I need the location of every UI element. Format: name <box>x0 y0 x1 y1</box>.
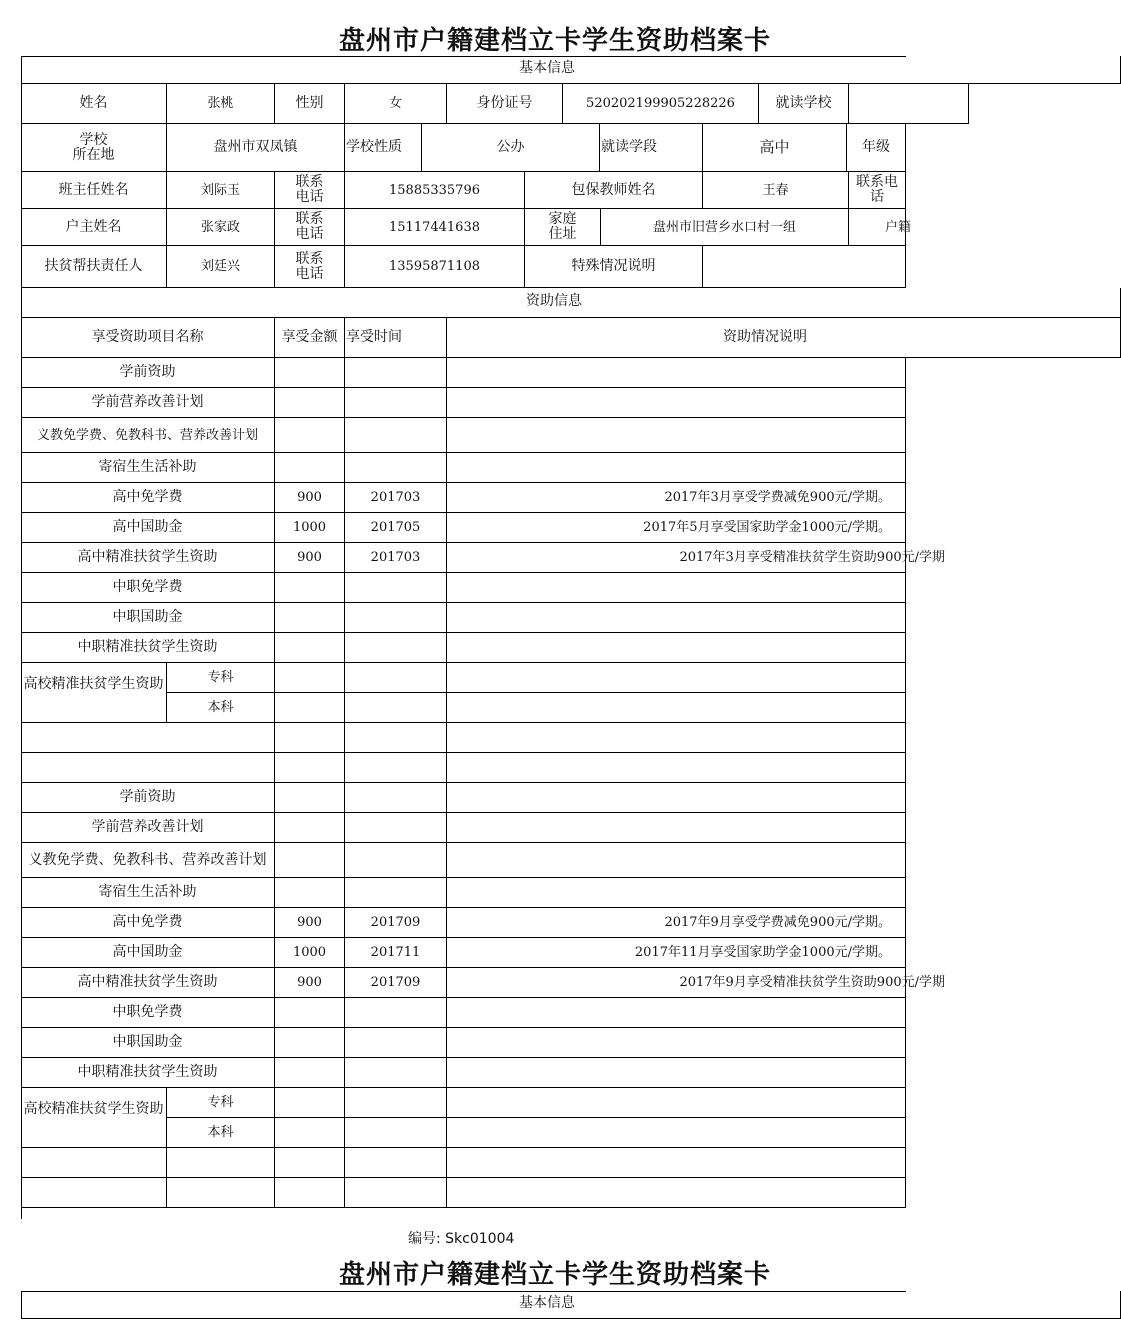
teacher-phone-value[interactable]: 15885335796 <box>345 172 525 209</box>
aid-description[interactable] <box>447 663 906 693</box>
aid-amount[interactable] <box>275 1118 345 1148</box>
aid-time[interactable] <box>345 998 447 1028</box>
aid-description[interactable] <box>447 358 906 388</box>
aid-description[interactable] <box>447 1118 906 1148</box>
special-label: 特殊情况说明 <box>525 246 703 288</box>
aid-time[interactable]: 201709 <box>345 968 447 998</box>
aid-description-text: 2017年3月享受精准扶贫学生资助900元/学期 <box>679 550 945 565</box>
aid-time[interactable]: 201711 <box>345 938 447 968</box>
aid-time[interactable] <box>345 603 447 633</box>
aid-description-text: 2017年9月享受学费减免900元/学期。 <box>664 915 891 930</box>
aid-header-amount: 享受金额 <box>275 318 345 358</box>
aid-amount[interactable] <box>275 418 345 453</box>
card-title: 盘州市户籍建档立卡学生资助档案卡 <box>338 26 771 56</box>
guarantor-phone-label: 联系电 话 <box>849 172 906 209</box>
aid-project-name: 高中国助金 <box>21 938 275 968</box>
address-value[interactable]: 盘州市旧营乡水口村一组 <box>601 209 849 246</box>
blank-row-cell <box>21 1178 167 1208</box>
college-aid-label: 高校精准扶贫学生资助 <box>21 663 167 723</box>
aid-description[interactable] <box>447 418 906 453</box>
college-aid-zhuanke: 专科 <box>167 1088 275 1118</box>
school-value[interactable] <box>849 84 969 124</box>
aid-header-desc: 资助情况说明 <box>447 318 1121 358</box>
aid-time[interactable] <box>345 453 447 483</box>
aid-project-name: 义教免学费、免教科书、营养改善计划 <box>21 418 275 453</box>
aid-time[interactable] <box>345 418 447 453</box>
aid-project-name: 义教免学费、免教科书、营养改善计划 <box>21 843 275 878</box>
aid-description[interactable] <box>447 843 906 878</box>
aid-time[interactable] <box>345 358 447 388</box>
blank-row-cell <box>345 1178 447 1208</box>
aid-description[interactable] <box>447 1058 906 1088</box>
aid-description-text: 2017年3月享受学费减免900元/学期。 <box>664 490 891 505</box>
nature-label: 学校性质 <box>345 124 422 172</box>
blank-row-cell <box>447 1148 906 1178</box>
aid-description[interactable] <box>447 938 906 968</box>
aid-amount[interactable] <box>275 878 345 908</box>
basic-info-section-header: 基本信息 <box>21 56 1121 84</box>
teacher-label: 班主任姓名 <box>21 172 167 209</box>
blank-row-cell <box>21 753 275 783</box>
aid-description[interactable] <box>447 633 906 663</box>
aid-amount[interactable] <box>275 388 345 418</box>
aid-description[interactable] <box>447 388 906 418</box>
id-label: 身份证号 <box>447 84 563 124</box>
aid-time[interactable] <box>345 1118 447 1148</box>
name-label: 姓名 <box>21 84 167 124</box>
gender-value[interactable]: 女 <box>345 84 447 124</box>
aid-time[interactable] <box>345 783 447 813</box>
aid-amount[interactable] <box>275 783 345 813</box>
blank-row-cell <box>275 1148 345 1178</box>
guarantor-value[interactable]: 王春 <box>703 172 849 209</box>
blank-row-cell <box>345 753 447 783</box>
aid-amount[interactable] <box>275 1028 345 1058</box>
blank-row-cell <box>345 1148 447 1178</box>
serial-number: 编号: Skc01004 <box>408 1231 515 1247</box>
aid-project-name: 高中免学费 <box>21 483 275 513</box>
aid-project-name: 中职精准扶贫学生资助 <box>21 633 275 663</box>
aid-project-name: 学前营养改善计划 <box>21 388 275 418</box>
guarantor-label: 包保教师姓名 <box>525 172 703 209</box>
college-aid-benke: 本科 <box>167 1118 275 1148</box>
aid-time[interactable] <box>345 813 447 843</box>
blank-row-cell <box>345 723 447 753</box>
aid-amount[interactable] <box>275 998 345 1028</box>
aid-description[interactable] <box>447 1028 906 1058</box>
aid-project-name: 学前营养改善计划 <box>21 813 275 843</box>
aid-project-name: 学前资助 <box>21 358 275 388</box>
aid-project-name: 高中精准扶贫学生资助 <box>21 543 275 573</box>
aid-description[interactable] <box>447 813 906 843</box>
aid-description-text: 2017年9月享受精准扶贫学生资助900元/学期 <box>679 975 945 990</box>
aid-description[interactable] <box>447 693 906 723</box>
aid-project-name: 高中国助金 <box>21 513 275 543</box>
householder-value[interactable]: 张家政 <box>167 209 275 246</box>
stage-value[interactable]: 高中 <box>703 124 847 172</box>
blank-row-cell <box>167 1148 275 1178</box>
aid-amount[interactable]: 900 <box>275 968 345 998</box>
aid-time[interactable]: 201709 <box>345 908 447 938</box>
blank-row-cell <box>275 723 345 753</box>
aid-project-name: 学前资助 <box>21 783 275 813</box>
aid-description[interactable] <box>447 453 906 483</box>
aid-description[interactable] <box>447 998 906 1028</box>
aid-description-text: 2017年11月享受国家助学金1000元/学期。 <box>634 945 891 960</box>
college-aid-label: 高校精准扶贫学生资助 <box>21 1088 167 1148</box>
aid-amount[interactable]: 1000 <box>275 513 345 543</box>
aid-project-name: 中职国助金 <box>21 603 275 633</box>
aid-project-name: 寄宿生生活补助 <box>21 878 275 908</box>
aid-time[interactable] <box>345 693 447 723</box>
aid-project-name: 高中免学费 <box>21 908 275 938</box>
special-value[interactable] <box>703 246 906 288</box>
aid-project-name: 中职国助金 <box>21 1028 275 1058</box>
aid-amount[interactable]: 900 <box>275 543 345 573</box>
responsible-phone-value[interactable]: 13595871108 <box>345 246 525 288</box>
aid-time[interactable] <box>345 633 447 663</box>
address-label: 家庭 住址 <box>525 209 601 246</box>
blank-row-cell <box>167 1178 275 1208</box>
aid-time[interactable]: 201705 <box>345 513 447 543</box>
aid-project-name: 中职精准扶贫学生资助 <box>21 1058 275 1088</box>
aid-project-name: 中职免学费 <box>21 998 275 1028</box>
responsible-phone-label: 联系 电话 <box>275 246 345 288</box>
aid-amount[interactable]: 900 <box>275 483 345 513</box>
aid-description[interactable] <box>447 908 906 938</box>
aid-amount[interactable] <box>275 663 345 693</box>
aid-amount[interactable] <box>275 1088 345 1118</box>
aid-time[interactable] <box>345 388 447 418</box>
aid-time[interactable]: 201703 <box>345 543 447 573</box>
archive-card-sheet <box>21 56 945 1219</box>
aid-amount[interactable] <box>275 453 345 483</box>
responsible-label: 扶贫帮扶责任人 <box>21 246 167 288</box>
name-value[interactable]: 张桃 <box>167 84 275 124</box>
responsible-value[interactable]: 刘廷兴 <box>167 246 275 288</box>
aid-time[interactable] <box>345 573 447 603</box>
blank-row-cell <box>275 1178 345 1208</box>
blank-row-cell <box>275 753 345 783</box>
teacher-phone-label: 联系 电话 <box>275 172 345 209</box>
aid-time[interactable] <box>345 663 447 693</box>
household-label-cut: 户籍 <box>849 209 906 246</box>
blank-row-cell <box>21 1148 167 1178</box>
aid-amount[interactable]: 1000 <box>275 938 345 968</box>
aid-amount[interactable] <box>275 843 345 878</box>
aid-project-name: 高中精准扶贫学生资助 <box>21 968 275 998</box>
college-aid-benke: 本科 <box>167 693 275 723</box>
aid-time[interactable] <box>345 1058 447 1088</box>
blank-row-cell <box>447 753 906 783</box>
aid-amount[interactable] <box>275 693 345 723</box>
blank-row-cell <box>21 723 275 753</box>
aid-project-name: 寄宿生生活补助 <box>21 453 275 483</box>
aid-description[interactable] <box>447 968 945 998</box>
aid-time[interactable] <box>345 1088 447 1118</box>
aid-time[interactable] <box>345 878 447 908</box>
householder-phone-label: 联系 电话 <box>275 209 345 246</box>
aid-header-time: 享受时间 <box>345 318 447 358</box>
aid-amount[interactable] <box>275 633 345 663</box>
stage-label: 就读学段 <box>600 124 703 172</box>
aid-time[interactable] <box>345 1028 447 1058</box>
aid-time[interactable] <box>345 843 447 878</box>
aid-info-section-header: 资助信息 <box>21 288 1121 318</box>
aid-description[interactable] <box>447 1088 906 1118</box>
aid-description[interactable] <box>447 543 945 573</box>
blank-row-cell <box>447 1178 906 1208</box>
aid-amount[interactable] <box>275 603 345 633</box>
householder-label: 户主姓名 <box>21 209 167 246</box>
aid-amount[interactable] <box>275 813 345 843</box>
aid-header-project: 享受资助项目名称 <box>21 318 275 358</box>
next-card-sheet <box>21 1291 906 1319</box>
next-card-title: 盘州市户籍建档立卡学生资助档案卡 <box>338 1260 771 1290</box>
grade-label: 年级 <box>847 124 906 172</box>
householder-phone-value[interactable]: 15117441638 <box>345 209 525 246</box>
aid-project-name: 中职免学费 <box>21 573 275 603</box>
aid-description[interactable] <box>447 603 906 633</box>
aid-amount[interactable]: 900 <box>275 908 345 938</box>
aid-time[interactable]: 201703 <box>345 483 447 513</box>
aid-amount[interactable] <box>275 573 345 603</box>
location-value[interactable]: 盘州市双凤镇 <box>167 124 345 172</box>
gender-label: 性别 <box>275 84 345 124</box>
location-label: 学校 所在地 <box>21 124 167 172</box>
aid-amount[interactable] <box>275 358 345 388</box>
nature-value[interactable]: 公办 <box>422 124 600 172</box>
college-aid-zhuanke: 专科 <box>167 663 275 693</box>
aid-amount[interactable] <box>275 1058 345 1088</box>
school-label: 就读学校 <box>759 84 849 124</box>
id-value[interactable]: 520202199905228226 <box>563 84 759 124</box>
aid-description-text: 2017年5月享受国家助学金1000元/学期。 <box>643 520 891 535</box>
aid-description[interactable] <box>447 513 906 543</box>
blank-row-cell <box>447 723 906 753</box>
next-card-basic-info-header: 基本信息 <box>21 1291 1121 1319</box>
aid-description[interactable] <box>447 878 906 908</box>
aid-description[interactable] <box>447 573 906 603</box>
aid-description[interactable] <box>447 783 906 813</box>
aid-description[interactable] <box>447 483 906 513</box>
teacher-value[interactable]: 刘际玉 <box>167 172 275 209</box>
